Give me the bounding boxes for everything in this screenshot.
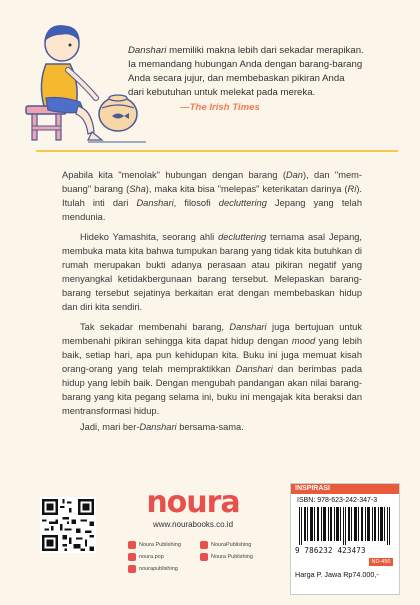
blurb — [62, 168, 362, 436]
paragraph-4: Jadi, mari ber-Danshari bersama-sama. — [80, 422, 244, 432]
quote-block — [128, 44, 400, 115]
youtube-icon — [128, 541, 136, 549]
quote-line-4: dari kebutuhan untuk melekat pada mereka. — [128, 87, 316, 98]
category-label: INSPIRASI — [291, 484, 399, 494]
instagram-icon — [128, 553, 136, 561]
paragraph-2: Hideko Yamashita, seorang ahli decluttering ternama asal Jepang, membuka mata kita bahwa tumpukan barang yang tidak kita butuhkan di rumah merupakan bukti adanya perasaan atau pikiran negatif yang menyangkal ketidakbergunaan barang tersebut. Melepaskan barang-barang tersebut sejatinya berkaitan erat dengan membebaskan hidup dan diri kita sendiri. — [62, 232, 362, 312]
twitter-icon — [200, 541, 208, 549]
quote-line-1-text: memiliki makna lebih dari sekadar merapikan. — [166, 45, 364, 56]
divider-rule — [36, 150, 398, 152]
publisher-url[interactable]: www.nourabooks.co.id — [152, 520, 234, 529]
quote-line-2: Ia memandang hubungan Anda dengan barang-barang — [128, 59, 363, 70]
social-twitter[interactable]: NouraPublishing — [200, 541, 251, 549]
social-youtube[interactable]: Noura Publishing — [128, 541, 181, 549]
social-facebook[interactable]: Noura Publishing — [200, 553, 253, 561]
isbn-label: ISBN: 978-623-242-347-3 — [297, 497, 378, 504]
publisher-logo — [138, 485, 248, 529]
quote-line-1 — [128, 44, 400, 58]
social-instagram[interactable]: noura.pop — [128, 553, 164, 561]
publisher-logo-wordmark: noura — [146, 485, 240, 520]
publisher-code-tag: ND-450 — [369, 558, 393, 566]
barcode-bars — [297, 507, 393, 545]
quote-line-3: Anda secara jujur, dan membebaskan pikiran Anda — [128, 73, 345, 84]
paragraph-1: Apabila kita "menolak" hubungan dengan barang (Dan), dan "mem-buang" barang (Sha), maka kita bisa "melepas" keterikatan darinya (Ri). Itulah inti dari Danshari, filosofi decluttering Jepang yang telah mendunia. — [62, 170, 362, 222]
quote-emphasis: Danshari — [128, 45, 167, 56]
barcode-panel — [290, 483, 400, 595]
qr-code[interactable] — [40, 497, 96, 553]
price-label: Harga P. Jawa Rp74.000,- — [295, 570, 379, 579]
barcode-digits: 9 786232 423473 — [295, 546, 366, 555]
social-instagram-2[interactable]: nourapublishing — [128, 565, 178, 573]
paragraph-3: Tak sekadar membenahi barang, Danshari juga bertujuan untuk membenahi pikiran sehingga kita dapat hidup dengan mood yang lebih baik, setiap hari, apa pun kehidupan kita. Buku ini juga memuat kisah orang-orang yang telah mempraktikkan Danshari dan berimbas pada hidup yang lebih baik. Dengan mengubah pandangan akan nilai barang-barang yang kita pegang selama ini, buku ini mengajak kita beraksi dan mentransformasi hidup. — [62, 322, 362, 416]
instagram-icon — [128, 565, 136, 573]
facebook-icon — [200, 553, 208, 561]
quote-source: —The Irish Times — [180, 102, 260, 113]
